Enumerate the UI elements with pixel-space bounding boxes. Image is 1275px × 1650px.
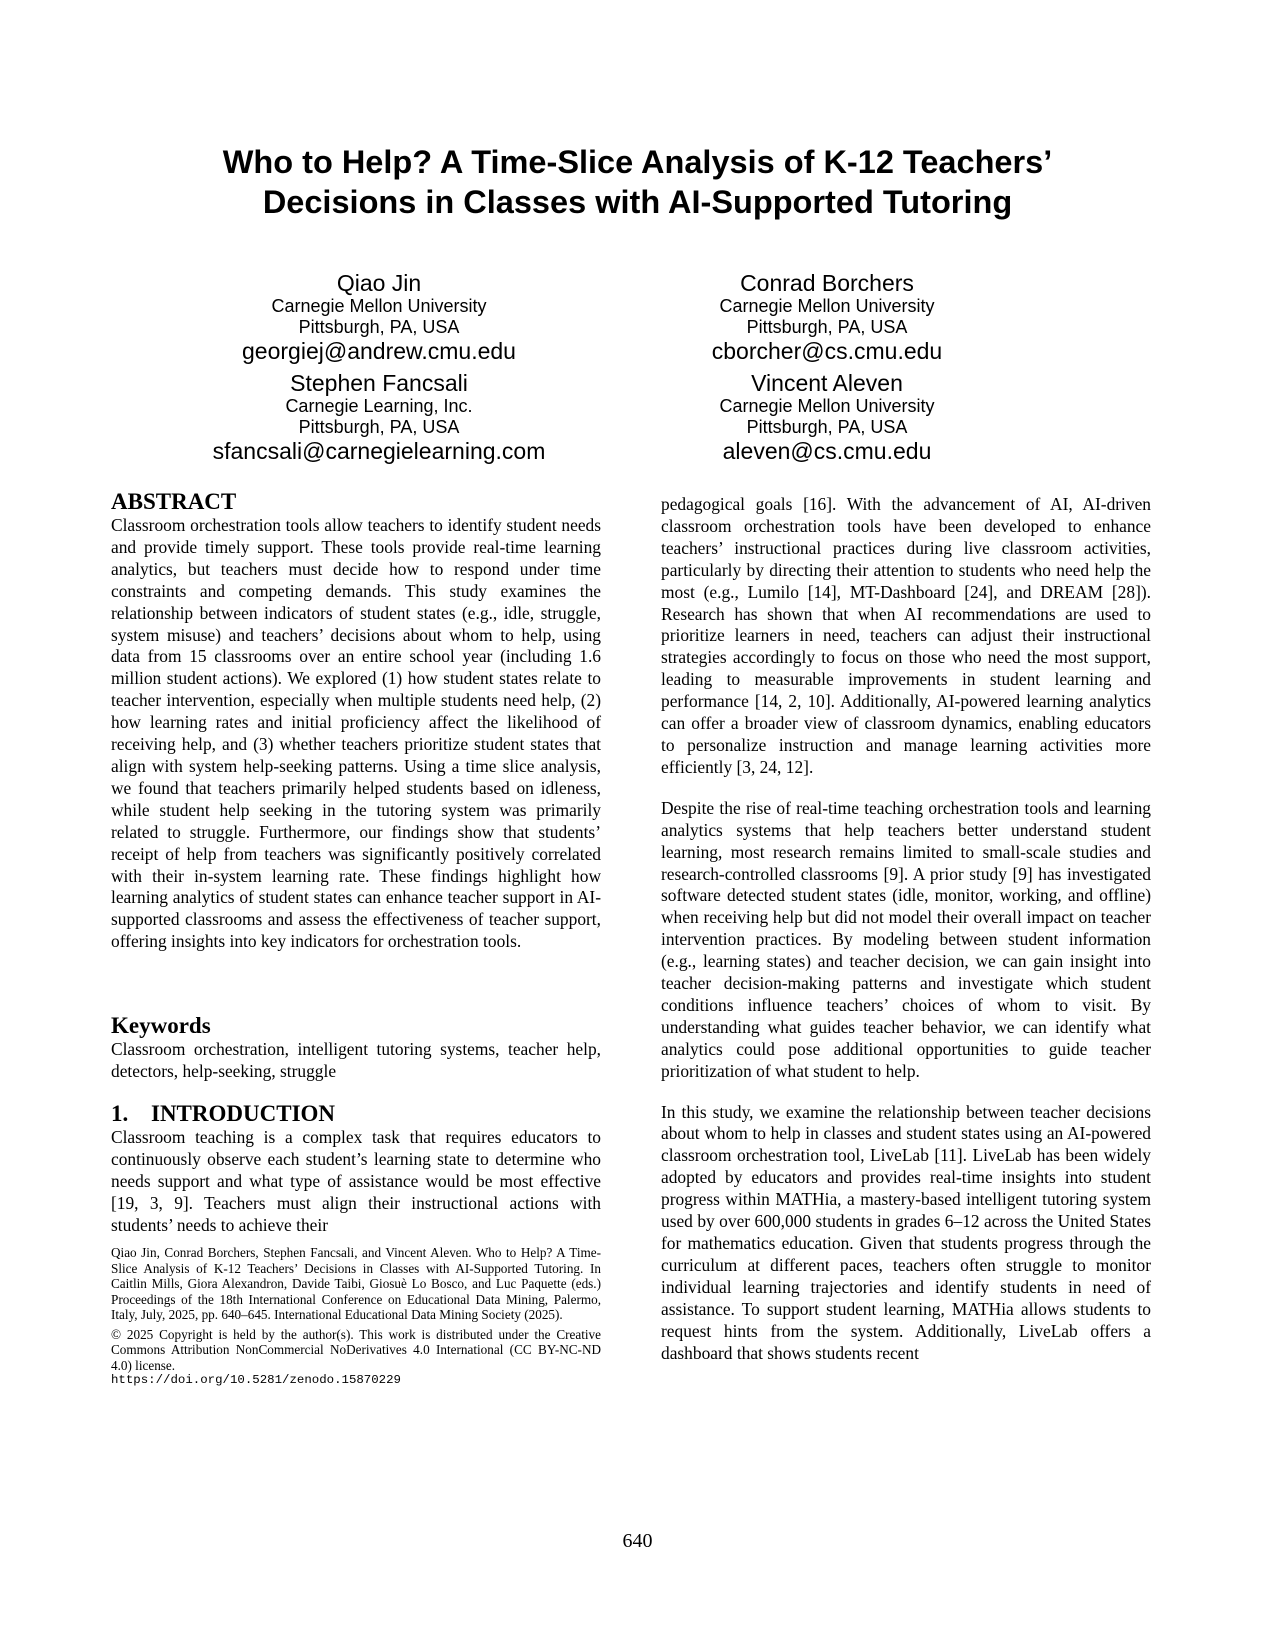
section-title: INTRODUCTION [151,1101,336,1126]
title-line-1: Who to Help? A Time-Slice Analysis of K-12 Teachers’ [222,144,1053,180]
page-number: 640 [622,1530,653,1552]
title-line-2: Decisions in Classes with AI-Supported Tutoring [262,184,1013,220]
footnote-citation: Qiao Jin, Conrad Borchers, Stephen Fancsali, and Vincent Aleven. Who to Help? A Time-Slice Analysis of K-12 Teachers’ Decisions in Classes with AI-Supported Tutoring. In Caitlin Mills, Giora Alexandron, Davide Taibi, Giosuè Lo Bosco, and Luc Paquette (eds.) Proceedings of the 18th International Conference on Educational Data Mining, Palermo, Italy, July, 2025, pp. 640–645. International Educational Data Mining Society (2025). [111,1245,601,1322]
author-affiliation: Carnegie Learning, Inc. [285,396,473,416]
keywords-heading: Keywords [111,1013,211,1038]
author-block-1 [119,270,639,364]
author-affiliation: Carnegie Mellon University [271,296,487,316]
introduction-continued [661,494,1151,1364]
abstract-section [111,489,601,953]
footnote-block [111,1245,601,1388]
author-location: Pittsburgh, PA, USA [746,417,908,437]
author-email: aleven@cs.cmu.edu [722,438,932,464]
author-location: Pittsburgh, PA, USA [746,317,908,337]
introduction-section [111,1101,601,1237]
paper-title [80,142,1195,222]
author-location: Pittsburgh, PA, USA [298,417,460,437]
author-block-2 [567,270,1087,364]
author-affiliation: Carnegie Mellon University [719,396,935,416]
section-number: 1. [111,1101,129,1126]
author-block-3 [119,370,639,464]
author-location: Pittsburgh, PA, USA [298,317,460,337]
author-email: cborcher@cs.cmu.edu [711,338,943,364]
introduction-text-left: Classroom teaching is a complex task that requires educators to continuously observe each student’s learning state to determine who needs support and what type of assistance would be most effective [19, 3, 9]. Teachers must align their instructional actions with students’ needs to achieve their [111,1127,601,1235]
keywords-section [111,1013,601,1083]
footnote-copyright: © 2025 Copyright is held by the author(s). This work is distributed under the Creative Commons Attribution NonCommercial NoDerivatives 4.0 International (CC BY-NC-ND 4.0) license. [111,1326,601,1373]
intro-paragraph-3: In this study, we examine the relationship between teacher decisions about whom to help in classes and student states using an AI-powered classroom orchestration tool, LiveLab [11]. LiveLab has been widely adopted by educators and provides real-time insights into student progress within MATHia, a mastery-based intelligent tutoring system used by over 600,000 students in grades 6–12 across the United States for mathematics education. Given that students progress through the curriculum at different paces, teachers often struggle to monitor individual learning trajectories and identify students in need of assistance. To support student learning, MATHia allows students to request hints from the system. Additionally, LiveLab offers a dashboard that shows students recent [661,1101,1151,1363]
intro-paragraph-2: Despite the rise of real-time teaching orchestration tools and learning analytics systems that help teachers better understand student learning, most research remains limited to small-scale studies and research-controlled classrooms [9]. A prior study [9] has investigated software detected student states (idle, monitor, working, and offline) when receiving help but did not model their overall impact on teacher intervention practices. By modeling between student information (e.g., learning states) and teacher decision, we can gain insight into teacher decision-making patterns and investigate which student conditions influence teachers’ choices of whom to visit. By understanding what guides teacher behavior, we can identify what analytics could pose additional opportunities to guide teacher prioritization of what student to help. [661,797,1151,1081]
intro-paragraph-1: pedagogical goals [16]. With the advancement of AI, AI-driven classroom orchestration tools have been developed to enhance teachers’ instructional practices during live classroom activities, particularly by directing their attention to students who need help the most (e.g., Lumilo [14], MT-Dashboard [24], and DREAM [28]). Research has shown that when AI recommendations are used to prioritize learners in need, teachers can adjust their instructional strategies accordingly to focus on those who need the most support, leading to measurable improvements in student learning and performance [14, 2, 10]. Additionally, AI-powered learning analytics can offer a broader view of classroom dynamics, enabling educators to personalize instruction and manage learning activities more efficiently [3, 24, 12]. [661,494,1151,777]
author-name: Vincent Aleven [751,370,903,396]
keywords-text: Classroom orchestration, intelligent tutoring systems, teacher help, detectors, help-seeking, struggle [111,1039,601,1081]
author-block-4 [567,370,1087,464]
author-affiliation: Carnegie Mellon University [719,296,935,316]
introduction-heading [111,1101,601,1127]
author-email: sfancsali@carnegielearning.com [212,438,546,464]
author-name: Conrad Borchers [740,270,914,296]
doi-link[interactable]: https://doi.org/10.5281/zenodo.15870229 [111,1373,401,1387]
author-name: Qiao Jin [336,270,422,296]
author-email: georgiej@andrew.cmu.edu [242,338,516,364]
author-name: Stephen Fancsali [290,370,468,396]
abstract-heading: ABSTRACT [111,489,237,514]
abstract-text: Classroom orchestration tools allow teachers to identify student needs and provide timely support. These tools provide real-time learning analytics, but teachers must decide how to respond under time constraints and competing demands. This study examines the relationship between indicators of student states (e.g., idle, struggle, system misuse) and teachers’ decisions about whom to help, using data from 15 classrooms over an entire school year (including 1.6 million student actions). We explored (1) how student states relate to teacher intervention, especially when multiple students need help, (2) how learning rates and initial proficiency affect the likelihood of receiving help, and (3) whether teachers prioritize student states that align with system help-seeking patterns. Using a time slice analysis, we found that teachers primarily helped students based on idleness, while student help seeking in the tutoring system was primarily related to struggle. Furthermore, our findings show that students’ receipt of help from teachers was significantly positively correlated with their in-system learning rate. These findings highlight how learning analytics of student states can enhance teacher support in AI-supported classrooms and assess the effectiveness of teacher support, offering insights into key indicators for orchestration tools. [111,515,601,952]
